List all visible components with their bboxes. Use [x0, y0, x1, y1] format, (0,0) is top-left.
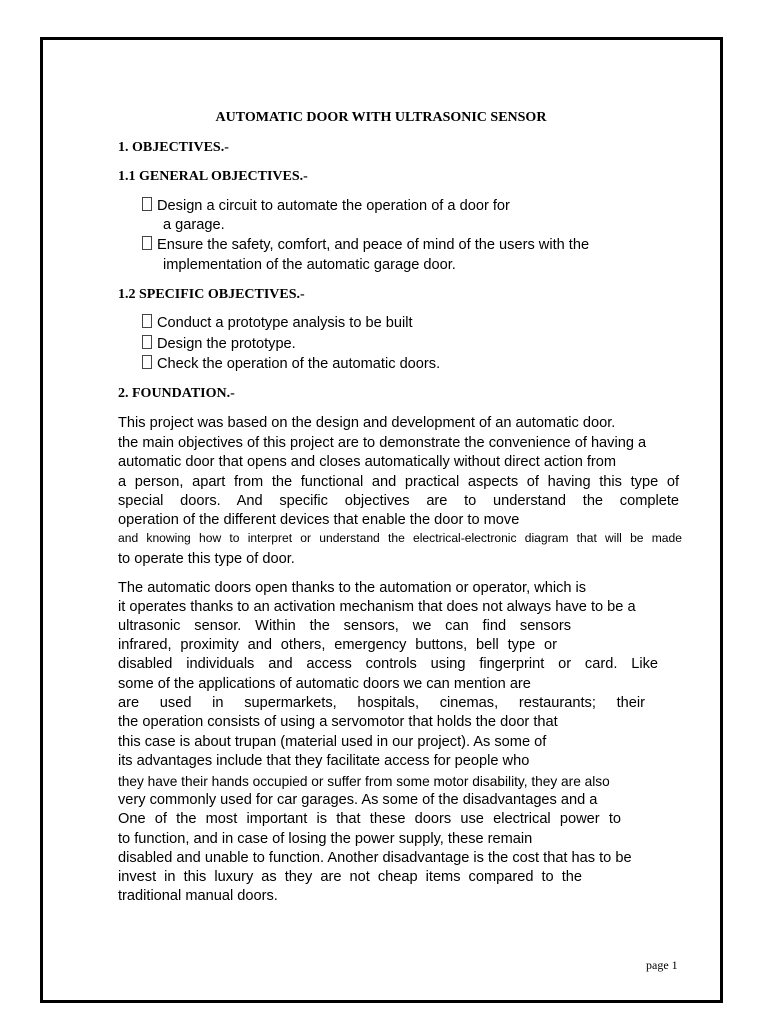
page-number: page 1: [646, 958, 678, 972]
paragraph-line: disabled and unable to function. Another disadvantage is the cost that has to be: [118, 850, 632, 866]
bullet-box-icon: [142, 197, 152, 211]
heading-foundation: 2. FOUNDATION.-: [118, 386, 235, 401]
paragraph-line: and knowing how to interpret or understand the electrical-electronic diagram that will be made: [118, 531, 682, 545]
paragraph-line: One of the most important is that these doors use electrical power to: [118, 811, 621, 827]
paragraph-line: to function, and in case of losing the power supply, these remain: [118, 831, 533, 847]
paragraph-line: the main objectives of this project are to demonstrate the convenience of having a: [118, 435, 647, 451]
heading-general-objectives: 1.1 GENERAL OBJECTIVES.-: [118, 169, 308, 184]
list-item: Ensure the safety, comfort, and peace of mind of the users with the: [142, 236, 647, 255]
list-item: Check the operation of the automatic doors.: [142, 355, 440, 374]
paragraph-line: The automatic doors open thanks to the automation or operator, which is: [118, 580, 587, 596]
list-item-continuation: implementation of the automatic garage door.: [163, 257, 456, 273]
paragraph-line: automatic door that opens and closes automatically without direct action from: [118, 454, 617, 470]
bullet-box-icon: [142, 236, 152, 250]
paragraph-line: are used in supermarkets, hospitals, cinemas, restaurants; their: [118, 695, 645, 711]
paragraph-line: very commonly used for car garages. As some of the disadvantages and a: [118, 792, 598, 808]
bullet-box-icon: [142, 335, 152, 349]
list-item-continuation: a garage.: [163, 217, 225, 233]
paragraph-line: infrared, proximity and others, emergency buttons, bell type or: [118, 637, 557, 653]
paragraph-line: it operates thanks to an activation mechanism that does not always have to be a: [118, 599, 636, 615]
list-item: Conduct a prototype analysis to be built: [142, 314, 413, 333]
paragraph-line: invest in this luxury as they are not cheap items compared to the: [118, 869, 582, 885]
document-title: AUTOMATIC DOOR WITH ULTRASONIC SENSOR: [215, 110, 547, 125]
paragraph-line: to operate this type of door.: [118, 551, 295, 567]
paragraph-line: some of the applications of automatic doors we can mention are: [118, 676, 531, 692]
paragraph-line: ultrasonic sensor. Within the sensors, we can find sensors: [118, 618, 571, 634]
paragraph-line: operation of the different devices that enable the door to move: [118, 512, 520, 528]
paragraph-line: this case is about trupan (material used in our project). As some of: [118, 734, 547, 750]
bullet-box-icon: [142, 355, 152, 369]
list-item: Design the prototype.: [142, 335, 296, 354]
heading-objectives: 1. OBJECTIVES.-: [118, 140, 229, 155]
paragraph-line: a person, apart from the functional and practical aspects of having this type of: [118, 474, 679, 490]
paragraph-line: disabled individuals and access controls using fingerprint or card. Like: [118, 656, 658, 672]
bullet-box-icon: [142, 314, 152, 328]
heading-specific-objectives: 1.2 SPECIFIC OBJECTIVES.-: [118, 287, 305, 302]
list-item: Design a circuit to automate the operation of a door for: [142, 197, 510, 216]
paragraph-line: the operation consists of using a servomotor that holds the door that: [118, 714, 558, 730]
paragraph-line: they have their hands occupied or suffer from some motor disability, they are also: [118, 774, 610, 789]
paragraph-line: traditional manual doors.: [118, 888, 278, 904]
paragraph-line: This project was based on the design and development of an automatic door.: [118, 415, 616, 431]
paragraph-line: its advantages include that they facilitate access for people who: [118, 753, 530, 769]
paragraph-line: special doors. And specific objectives are to understand the complete: [118, 493, 679, 509]
